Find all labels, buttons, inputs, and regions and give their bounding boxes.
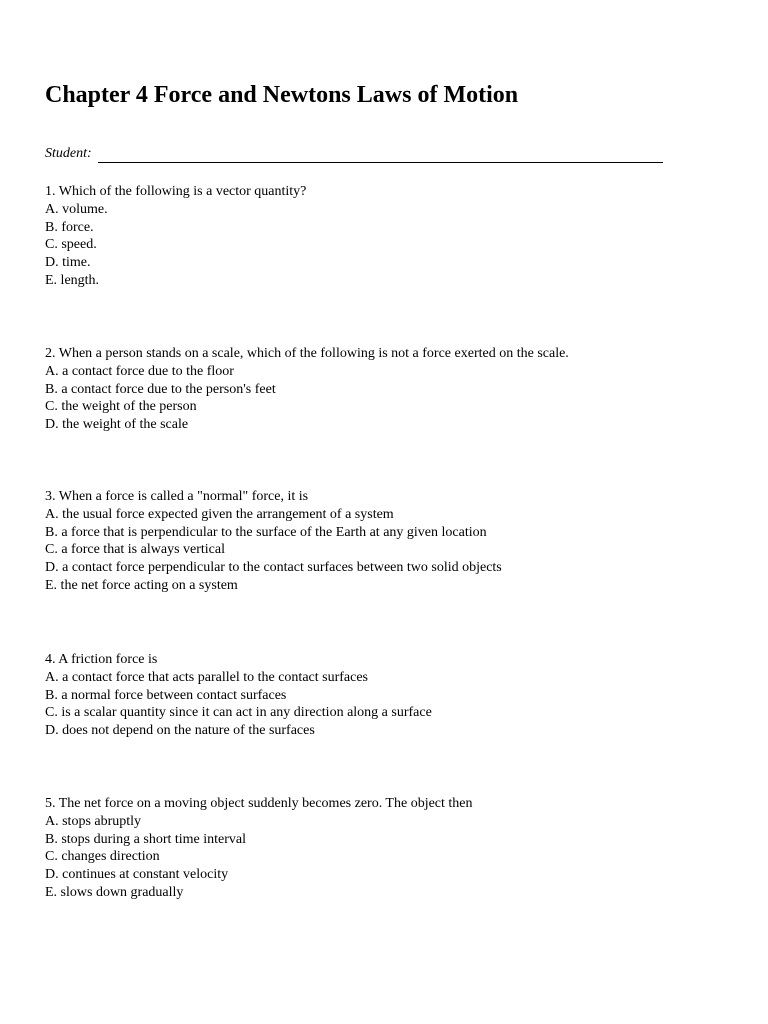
question-1	[45, 183, 306, 290]
answer-option: D. a contact force perpendicular to the contact surfaces between two solid objects	[45, 560, 502, 576]
answer-option: A. a contact force due to the floor	[45, 363, 234, 379]
answer-option: E. slows down gradually	[45, 884, 184, 900]
answer-option: E. length.	[45, 272, 100, 288]
answer-option: E. the net force acting on a system	[45, 577, 238, 593]
page-title: Chapter 4 Force and Newtons Laws of Motion	[45, 82, 519, 108]
student-label: Student:	[45, 146, 92, 161]
answer-option: D. does not depend on the nature of the surfaces	[45, 723, 315, 739]
student-name-line	[98, 148, 663, 163]
question-4	[45, 651, 432, 740]
answer-option: D. the weight of the scale	[45, 417, 189, 433]
answer-option: C. speed.	[45, 237, 97, 253]
student-field	[45, 145, 663, 163]
answer-option: C. a force that is always vertical	[45, 542, 225, 558]
answer-option: D. continues at constant velocity	[45, 867, 229, 883]
question-stem: 5. The net force on a moving object suddenly becomes zero. The object then	[45, 796, 473, 811]
question-3	[45, 488, 502, 595]
answer-option: C. changes direction	[45, 849, 160, 865]
answer-option: A. the usual force expected given the arrangement of a system	[45, 506, 394, 522]
answer-option: A. volume.	[45, 201, 108, 217]
answer-option: B. force.	[45, 219, 94, 235]
answer-option: C. is a scalar quantity since it can act in any direction along a surface	[45, 705, 432, 721]
question-5	[45, 795, 473, 902]
answer-option: D. time.	[45, 255, 91, 271]
answer-option: A. stops abruptly	[45, 813, 142, 829]
question-stem: 1. Which of the following is a vector quantity?	[45, 184, 307, 199]
answer-option: B. a force that is perpendicular to the surface of the Earth at any given location	[45, 524, 487, 540]
answer-option: A. a contact force that acts parallel to the contact surfaces	[45, 669, 369, 685]
answer-option: B. a contact force due to the person's feet	[45, 381, 276, 397]
answer-option: C. the weight of the person	[45, 399, 197, 415]
question-stem: 2. When a person stands on a scale, which of the following is not a force exerted on the scale.	[45, 346, 569, 361]
answer-option: B. a normal force between contact surfaces	[45, 687, 287, 703]
question-2	[45, 345, 569, 434]
answer-option: B. stops during a short time interval	[45, 831, 247, 847]
question-stem: 3. When a force is called a "normal" force, it is	[45, 489, 309, 504]
question-stem: 4. A friction force is	[45, 652, 158, 667]
